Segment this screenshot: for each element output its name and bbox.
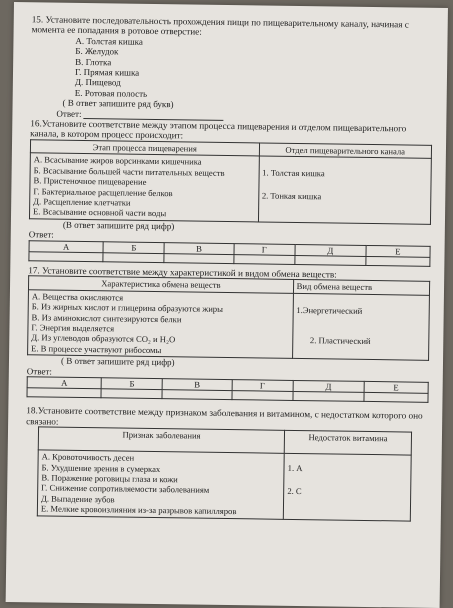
- row-f: Е. Всасывание основной части воды: [33, 206, 167, 219]
- grid-answer-cell[interactable]: [366, 256, 430, 266]
- question-17: [26, 265, 430, 403]
- option-1: 1. Толстая кишка: [262, 167, 325, 179]
- grid-letter: Г: [234, 243, 296, 255]
- grid-letter: В: [162, 379, 231, 391]
- row-a: А. Вещества окисляются: [31, 291, 124, 303]
- row-e: Д. Из углеводов образуются CO₂ и H₂O: [31, 332, 176, 345]
- option-2: 2. С: [287, 485, 302, 496]
- row-f: Е. В процессе участвуют рибосомы: [31, 343, 162, 355]
- question-16-answer-label: Ответ:: [28, 229, 54, 240]
- row-b: Б. Ухудшение зрения в сумерках: [41, 462, 161, 474]
- row-c: В. Поражение роговицы глаза и кожи: [41, 472, 178, 485]
- option-b: Б. Желудок: [75, 46, 119, 57]
- grid-answer-cell[interactable]: [29, 252, 103, 262]
- grid-answer-cell[interactable]: [232, 391, 294, 401]
- row-d: Г. Энергия выделяется: [31, 322, 115, 334]
- row-e: Д. Выпадение зубов: [41, 493, 115, 505]
- grid-letter: Е: [364, 381, 428, 393]
- grid-answer-cell[interactable]: [295, 255, 366, 265]
- row-b: Б. Всасывание большей части питательных веществ: [33, 164, 225, 178]
- question-16-note: (В ответ запишите ряд цифр): [62, 219, 175, 231]
- worksheet-content: [25, 14, 434, 521]
- row-c: В. Из аминокислот синтезируются белки: [31, 311, 182, 324]
- table-col2-header: Недостаток витамина: [284, 431, 411, 456]
- question-17-table: [27, 276, 430, 361]
- option-d: Г. Прямая кишка: [74, 66, 140, 78]
- row-b: Б. Из жирных кислот и глицерина образуются жиры: [31, 301, 223, 315]
- question-16-table: [29, 139, 432, 224]
- grid-answer-cell[interactable]: [233, 255, 295, 265]
- question-17-header: 17. Установите соответствие между характеристикой и видом обмена веществ:: [28, 265, 337, 280]
- table-col1-header: Характеристика обмена веществ: [28, 276, 293, 293]
- grid-letter: В: [164, 242, 233, 254]
- grid-answer-cell[interactable]: [164, 254, 233, 264]
- table-options: [283, 454, 411, 521]
- grid-answer-cell[interactable]: [162, 390, 231, 400]
- grid-letter: Г: [232, 380, 294, 392]
- option-e: Д. Пищевод: [74, 77, 121, 88]
- option-f: Е. Ротовая полость: [74, 87, 148, 99]
- question-15-note: ( В ответ запишите ряд букв): [62, 97, 174, 110]
- table-options: [292, 293, 429, 360]
- table-col2-header: Вид обмена веществ: [293, 280, 430, 295]
- table-col1-header: Признак заболевания: [38, 427, 284, 453]
- grid-answer-cell[interactable]: [27, 388, 101, 398]
- grid-letter: Е: [366, 245, 430, 257]
- option-2: 2. Пластический: [309, 335, 371, 347]
- question-18-header: 18.Установите соответствие между признаком заболевания и витамином, с недостатком которого оно связано:: [26, 405, 423, 427]
- row-a: А. Всасывание жиров ворсинками кишечника: [33, 154, 202, 167]
- question-18-table: [37, 427, 412, 522]
- row-d: Г. Бактериальное расщепление белков: [33, 185, 173, 198]
- grid-letter: Б: [101, 378, 162, 390]
- grid-answer-cell[interactable]: [101, 389, 162, 399]
- row-e: Д. Расщепление клетчатки: [33, 196, 131, 208]
- grid-letter: Д: [295, 244, 366, 256]
- row-a: А. Кровоточивость десен: [41, 451, 135, 463]
- question-15-options: [75, 36, 434, 103]
- row-d: Г. Снижение сопротивляемости заболеваниям: [41, 482, 210, 496]
- option-1: 1. А: [287, 463, 303, 474]
- question-15: [30, 14, 433, 124]
- option-a: А. Толстая кишка: [75, 35, 143, 47]
- table-col1-header: Этап процесса пищеварения: [30, 140, 259, 157]
- question-17-answer-label: Ответ:: [26, 365, 52, 377]
- grid-answer-cell[interactable]: [103, 253, 164, 263]
- grid-letter: Б: [103, 241, 164, 253]
- option-2: 2. Тонкая кишка: [261, 190, 322, 201]
- answer-label: Ответ:: [56, 108, 82, 119]
- paper-sheet: [6, 2, 448, 608]
- row-c: В. Пристеночное пищеварение: [33, 175, 147, 187]
- grid-answer-cell[interactable]: [364, 393, 428, 403]
- grid-answer-cell[interactable]: [293, 392, 364, 402]
- grid-letter: А: [27, 377, 101, 389]
- question-15-header: 15. Установите последовательность прохождения пищи по пищеварительному каналу, начиная с момента ее попадания в ротовое отверстие:: [31, 14, 409, 38]
- table-options: [258, 156, 431, 224]
- table-row-items: [37, 450, 284, 519]
- question-18: [25, 406, 429, 522]
- option-c: В. Глотка: [75, 56, 112, 67]
- table-row-items: [28, 289, 294, 358]
- grid-letter: Д: [293, 380, 364, 392]
- question-16: [28, 118, 432, 266]
- grid-letter: А: [29, 240, 103, 252]
- option-1: 1.Энергетический: [296, 304, 363, 316]
- row-f: Е. Мелкие кровоизлияния из-за разрывов капилляров: [40, 503, 237, 517]
- question-16-header: 16.Установите соответствие между этапом процесса пищеварения и отделом пищеварительного канала, в котором процесс происходит:: [30, 118, 407, 141]
- question-17-note: ( В ответ запишите ряд цифр): [60, 355, 175, 368]
- table-col2-header: Отдел пищеварительного канала: [259, 143, 432, 159]
- table-row-items: [29, 153, 258, 222]
